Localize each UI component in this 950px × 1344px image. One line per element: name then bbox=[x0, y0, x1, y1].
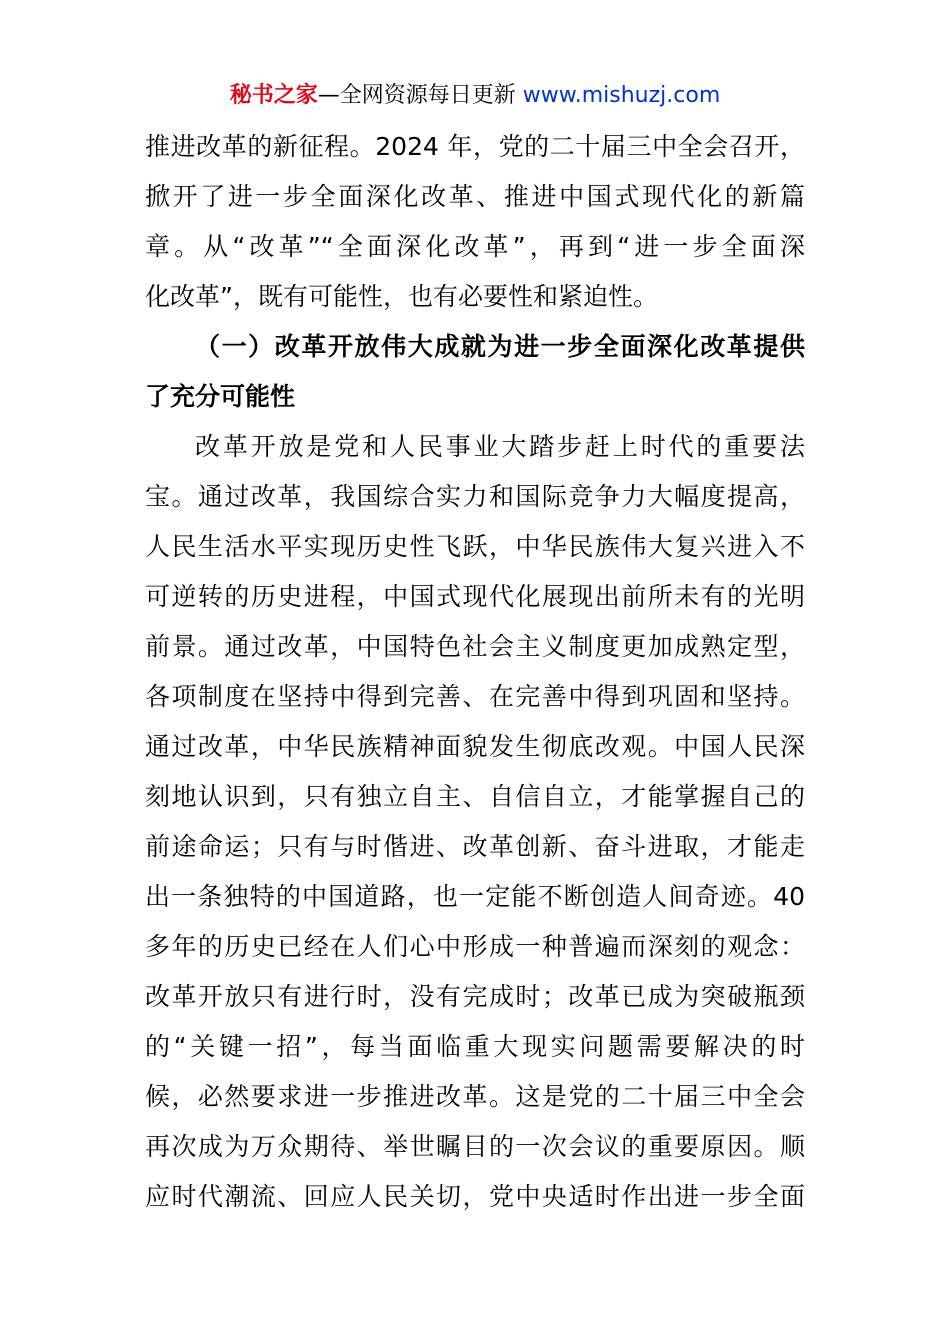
page-header bbox=[0, 80, 950, 112]
text-line: 出一条独特的中国道路，也一定能不断创造人间奇迹。40 bbox=[145, 882, 805, 911]
text-line: 改革开放是党和人民事业大踏步赶上时代的重要法 bbox=[195, 432, 805, 461]
paragraph bbox=[145, 422, 805, 1222]
text-line: 多年的历史已经在人们心中形成一种普遍而深刻的观念： bbox=[145, 932, 805, 961]
text-line: 可逆转的历史进程，中国式现代化展现出前所未有的光明 bbox=[145, 582, 805, 611]
text-line: 各项制度在坚持中得到完善、在完善中得到巩固和坚持。 bbox=[145, 682, 805, 711]
text-line: 章。从“改革”“全面深化改革”，再到“进一步全面深 bbox=[145, 232, 805, 261]
header-site-url: www.mishuzj.com bbox=[522, 83, 721, 108]
text-line: 刻地认识到，只有独立自主、自信自立，才能掌握自己的 bbox=[145, 782, 805, 811]
paragraph bbox=[145, 122, 805, 322]
text-line: 候，必然要求进一步推进改革。这是党的二十届三中全会 bbox=[145, 1082, 805, 1111]
text-line: 前途命运；只有与时偕进、改革创新、奋斗进取，才能走 bbox=[145, 832, 805, 861]
text-line: 应时代潮流、回应人民关切，党中央适时作出进一步全面 bbox=[145, 1182, 805, 1211]
section-heading bbox=[145, 322, 805, 422]
text-line: 再次成为万众期待、举世瞩目的一次会议的重要原因。顺 bbox=[145, 1132, 805, 1161]
heading-line: （一）改革开放伟大成就为进一步全面深化改革提供 bbox=[195, 332, 805, 361]
text-line: 人民生活水平实现历史性飞跃，中华民族伟大复兴进入不 bbox=[145, 532, 805, 561]
text-line: 前景。通过改革，中国特色社会主义制度更加成熟定型， bbox=[145, 632, 805, 661]
document-body bbox=[145, 122, 805, 1222]
text-line: 改革开放只有进行时，没有完成时；改革已成为突破瓶颈 bbox=[145, 982, 805, 1011]
text-line: 宝。通过改革，我国综合实力和国际竞争力大幅度提高， bbox=[145, 482, 805, 511]
text-line: 通过改革，中华民族精神面貌发生彻底改观。中国人民深 bbox=[145, 732, 805, 761]
text-line: 的“关键一招”，每当面临重大现实问题需要解决的时 bbox=[145, 1032, 805, 1061]
header-brand: 秘书之家 bbox=[229, 83, 318, 108]
text-line: 推进改革的新征程。2024 年，党的二十届三中全会召开， bbox=[145, 132, 805, 161]
text-line: 化改革”，既有可能性，也有必要性和紧迫性。 bbox=[145, 282, 658, 311]
header-slogan: —全网资源每日更新 bbox=[317, 83, 516, 108]
heading-line: 了充分可能性 bbox=[145, 382, 296, 411]
text-line: 掀开了进一步全面深化改革、推进中国式现代化的新篇 bbox=[145, 182, 805, 211]
